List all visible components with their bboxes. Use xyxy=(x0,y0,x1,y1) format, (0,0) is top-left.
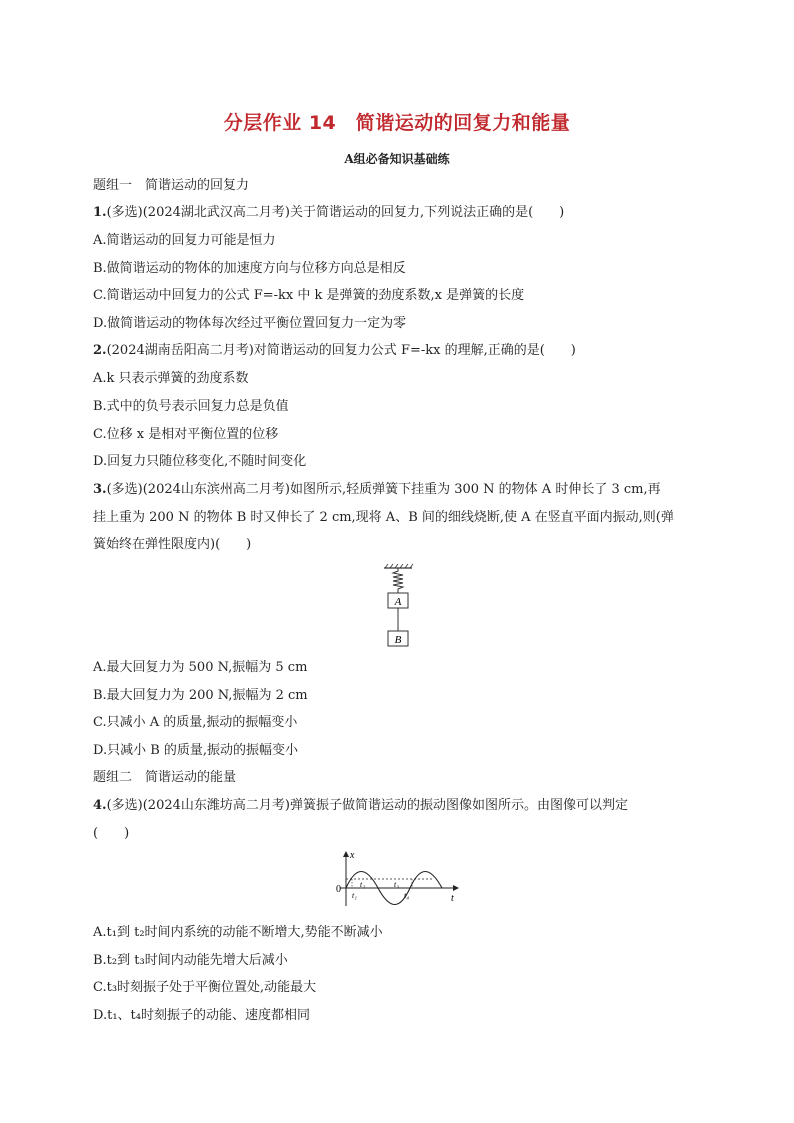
q1-option-d: D.做简谐运动的物体每次经过平衡位置回复力一定为零 xyxy=(93,316,407,331)
question-3-line-3: 簧始终在弹性限度内)( ) xyxy=(93,537,252,552)
question-1 xyxy=(93,205,564,221)
t2-label: t₂ xyxy=(360,880,366,889)
question-number: 4. xyxy=(93,798,107,813)
block-a-label: A xyxy=(394,596,402,608)
x-axis-label: x xyxy=(350,850,355,861)
question-2 xyxy=(93,343,576,359)
spring-blocks-figure xyxy=(376,563,420,651)
t4-label: t₄ xyxy=(404,891,410,900)
question-3 xyxy=(93,482,661,498)
q2-option-b: B.式中的负号表示回复力总是负值 xyxy=(93,399,289,414)
group-heading-2: 题组二 简谐运动的能量 xyxy=(93,770,237,785)
q3-option-b: B.最大回复力为 200 N,振幅为 2 cm xyxy=(93,688,308,703)
q4-option-b: B.t₂到 t₃时间内动能先增大后减小 xyxy=(93,953,288,968)
q3-option-d: D.只减小 B 的质量,振动的振幅变小 xyxy=(93,743,299,758)
ceiling-support xyxy=(384,564,413,568)
q2-option-a: A.k 只表示弹簧的劲度系数 xyxy=(93,371,249,386)
question-4-line-2: ( ) xyxy=(93,826,130,841)
question-stem: (多选)(2024湖北武汉高二月考)关于简谐运动的回复力,下列说法正确的是( ) xyxy=(106,205,565,220)
page-title: 分层作业 14 简谐运动的回复力和能量 xyxy=(223,112,571,134)
t1-label: t₁ xyxy=(352,891,358,900)
q1-option-b: B.做简谐运动的物体的加速度方向与位移方向总是相反 xyxy=(93,261,406,276)
q1-option-a: A.简谐运动的回复力可能是恒力 xyxy=(93,233,276,248)
t3-label: t₃ xyxy=(394,880,400,889)
q4-option-c: C.t₃时刻振子处于平衡位置处,动能最大 xyxy=(93,980,317,995)
vibration-graph xyxy=(330,848,462,908)
q3-option-a: A.最大回复力为 500 N,振幅为 5 cm xyxy=(93,660,308,675)
spring xyxy=(393,568,403,593)
q1-option-c: C.简谐运动中回复力的公式 F=-kx 中 k 是弹簧的劲度系数,x 是弹簧的长度 xyxy=(93,288,525,303)
q2-option-c: C.位移 x 是相对平衡位置的位移 xyxy=(93,427,279,442)
question-number: 3. xyxy=(93,482,107,497)
origin-label: 0 xyxy=(336,884,341,895)
question-4 xyxy=(93,798,628,814)
section-subtitle: A组必备知识基础练 xyxy=(344,152,450,166)
q2-option-d: D.回复力只随位移变化,不随时间变化 xyxy=(93,454,307,469)
question-stem: (多选)(2024山东潍坊高二月考)弹簧振子做简谐运动的振动图像如图所示。由图像可以判定 xyxy=(106,798,628,813)
t-axis-label: t xyxy=(451,893,454,904)
group-heading-1: 题组一 简谐运动的回复力 xyxy=(93,178,250,193)
question-number: 2. xyxy=(93,343,107,358)
q4-option-d: D.t₁、t₄时刻振子的动能、速度都相同 xyxy=(93,1008,310,1023)
block-b-label: B xyxy=(394,634,402,646)
question-stem: (2024湖南岳阳高二月考)对简谐运动的回复力公式 F=-kx 的理解,正确的是( ) xyxy=(106,343,576,358)
question-3-line-2: 挂上重为 200 N 的物体 B 时又伸长了 2 cm,现将 A、B 间的细线烧断,使 A 在竖直平面内振动,则(弹 xyxy=(93,510,674,525)
question-number: 1. xyxy=(93,205,107,220)
q3-option-c: C.只减小 A 的质量,振动的振幅变小 xyxy=(93,715,298,730)
question-stem: (多选)(2024山东滨州高二月考)如图所示,轻质弹簧下挂重为 300 N 的物体 A 时伸长了 3 cm,再 xyxy=(106,482,661,497)
q4-option-a: A.t₁到 t₂时间内系统的动能不断增大,势能不断减小 xyxy=(93,925,383,940)
